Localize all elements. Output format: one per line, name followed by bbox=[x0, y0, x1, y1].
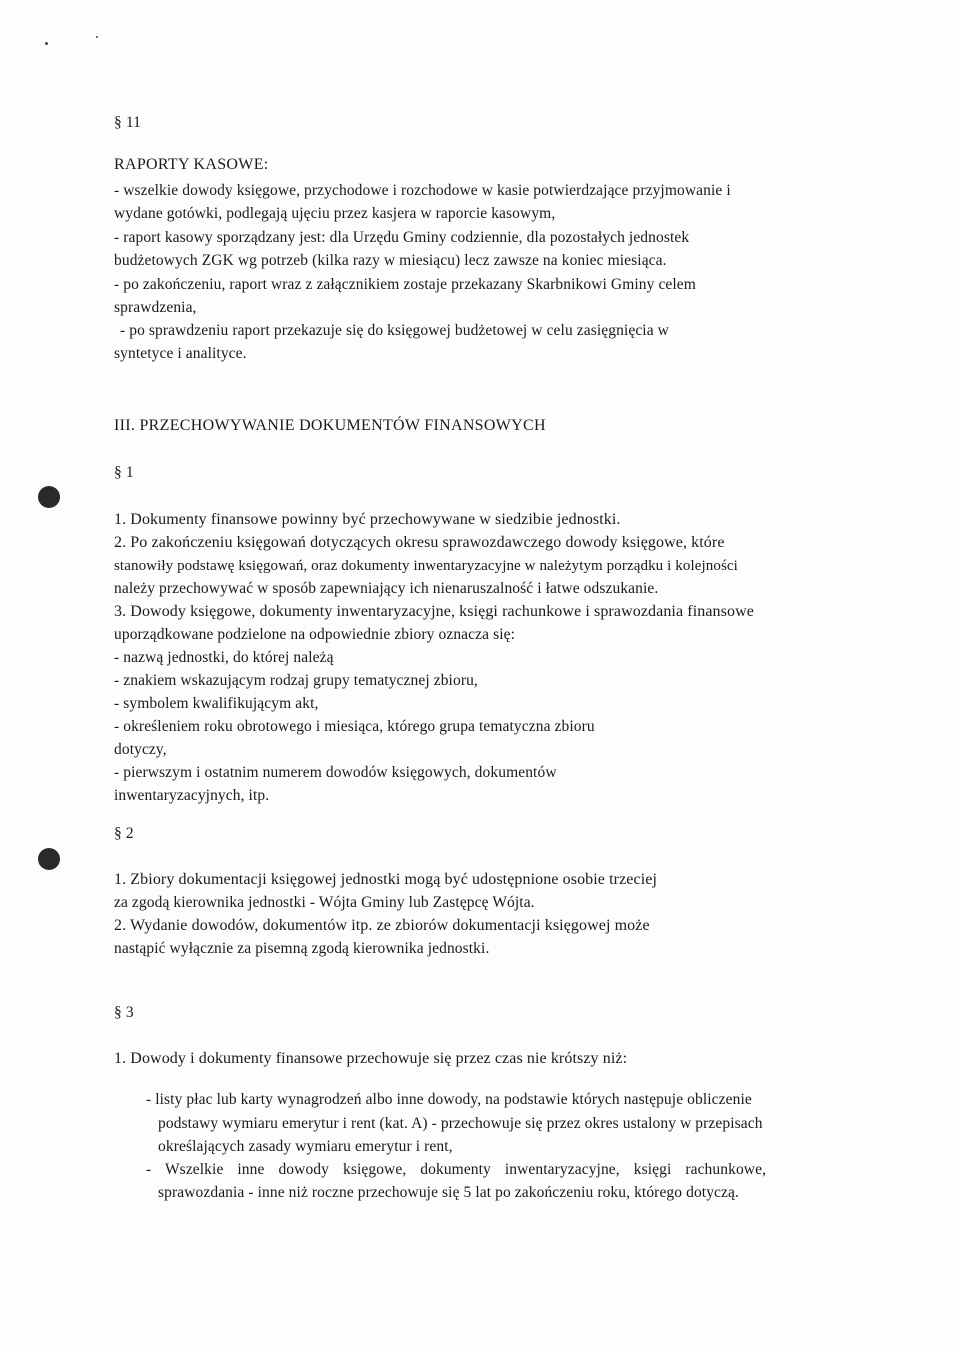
text-line: - po sprawdzeniu raport przekazuje się do księgowej budżetowej w celu zasięgnięcia w bbox=[120, 322, 669, 339]
text-line: 1. Dokumenty finansowe powinny być przechowywane w siedzibie jednostki. bbox=[114, 511, 621, 528]
text-line: 2. Wydanie dowodów, dokumentów itp. ze zbiorów dokumentacji księgowej może bbox=[114, 917, 650, 934]
punch-hole-mark bbox=[38, 486, 60, 508]
chapter-heading: III. PRZECHOWYWANIE DOKUMENTÓW FINANSOWYCH bbox=[114, 417, 546, 434]
text-line: stanowiły podstawę księgowań, oraz dokumenty inwentaryzacyjne w należytym porządku i kolejności bbox=[114, 558, 738, 574]
paragraph-marker: § 3 bbox=[114, 1004, 134, 1021]
text-line: 1. Zbiory dokumentacji księgowej jednostki mogą być udostępnione osobie trzeciej bbox=[114, 871, 657, 888]
paragraph-marker: § 2 bbox=[114, 825, 134, 842]
section-heading: RAPORTY KASOWE: bbox=[114, 156, 269, 173]
text-line: - po zakończeniu, raport wraz z załącznikiem zostaje przekazany Skarbnikowi Gminy celem bbox=[114, 276, 696, 293]
section-marker: § 11 bbox=[114, 114, 141, 131]
list-item-line: - Wszelkie inne dowody księgowe, dokumenty inwentaryzacyjne, księgi rachunkowe, bbox=[146, 1161, 767, 1178]
paragraph-marker: § 1 bbox=[114, 464, 134, 481]
text-line: - znakiem wskazującym rodzaj grupy tematycznej zbioru, bbox=[114, 672, 478, 689]
text-line: - pierwszym i ostatnim numerem dowodów księgowych, dokumentów bbox=[114, 764, 557, 781]
text-line: budżetowych ZGK wg potrzeb (kilka razy w miesiącu) lecz zawsze na koniec miesiąca. bbox=[114, 252, 667, 269]
text-line: uporządkowane podzielone na odpowiednie zbiory oznacza się: bbox=[114, 626, 515, 643]
text-line: 2. Po zakończeniu księgowań dotyczących okresu sprawozdawczego dowody księgowe, które bbox=[114, 534, 725, 551]
text-line: - określeniem roku obrotowego i miesiąca, którego grupa tematyczna zbioru bbox=[114, 718, 595, 735]
text-line: 1. Dowody i dokumenty finansowe przechowuje się przez czas nie krótszy niż: bbox=[114, 1050, 628, 1067]
text-line: - nazwą jednostki, do której należą bbox=[114, 649, 334, 666]
text-line: syntetyce i analityce. bbox=[114, 345, 247, 362]
list-item-line: - listy płac lub karty wynagrodzeń albo inne dowody, na podstawie których następuje obliczenie bbox=[146, 1091, 752, 1108]
punch-hole-mark bbox=[38, 848, 60, 870]
list-item-line: określających zasady wymiaru emerytur i rent, bbox=[158, 1138, 453, 1155]
list-item-line: podstawy wymiaru emerytur i rent (kat. A) - przechowuje się przez okres ustalony w przepisach bbox=[158, 1115, 763, 1132]
text-line: 3. Dowody księgowe, dokumenty inwentaryzacyjne, księgi rachunkowe i sprawozdania finansowe bbox=[114, 603, 754, 620]
text-line: - symbolem kwalifikującym akt, bbox=[114, 695, 319, 712]
text-line: wydane gotówki, podlegają ujęciu przez kasjera w raporcie kasowym, bbox=[114, 205, 556, 222]
text-line: inwentaryzacyjnych, itp. bbox=[114, 787, 270, 804]
text-line: sprawdzenia, bbox=[114, 299, 197, 316]
text-line: za zgodą kierownika jednostki - Wójta Gminy lub Zastępcę Wójta. bbox=[114, 894, 535, 911]
scan-speck bbox=[96, 36, 98, 38]
scan-speck bbox=[45, 42, 48, 45]
text-line: należy przechowywać w sposób zapewniający ich nienaruszalność i łatwe odszukanie. bbox=[114, 580, 659, 597]
text-line: - wszelkie dowody księgowe, przychodowe i rozchodowe w kasie potwierdzające przyjmowanie i bbox=[114, 182, 731, 199]
text-line: nastąpić wyłącznie za pisemną zgodą kierownika jednostki. bbox=[114, 940, 490, 957]
text-line: dotyczy, bbox=[114, 741, 167, 758]
text-line: - raport kasowy sporządzany jest: dla Urzędu Gminy codziennie, dla pozostałych jednostek bbox=[114, 229, 690, 246]
list-item-line: sprawozdania - inne niż roczne przechowuje się 5 lat po zakończeniu roku, którego dotyczą. bbox=[158, 1184, 739, 1201]
